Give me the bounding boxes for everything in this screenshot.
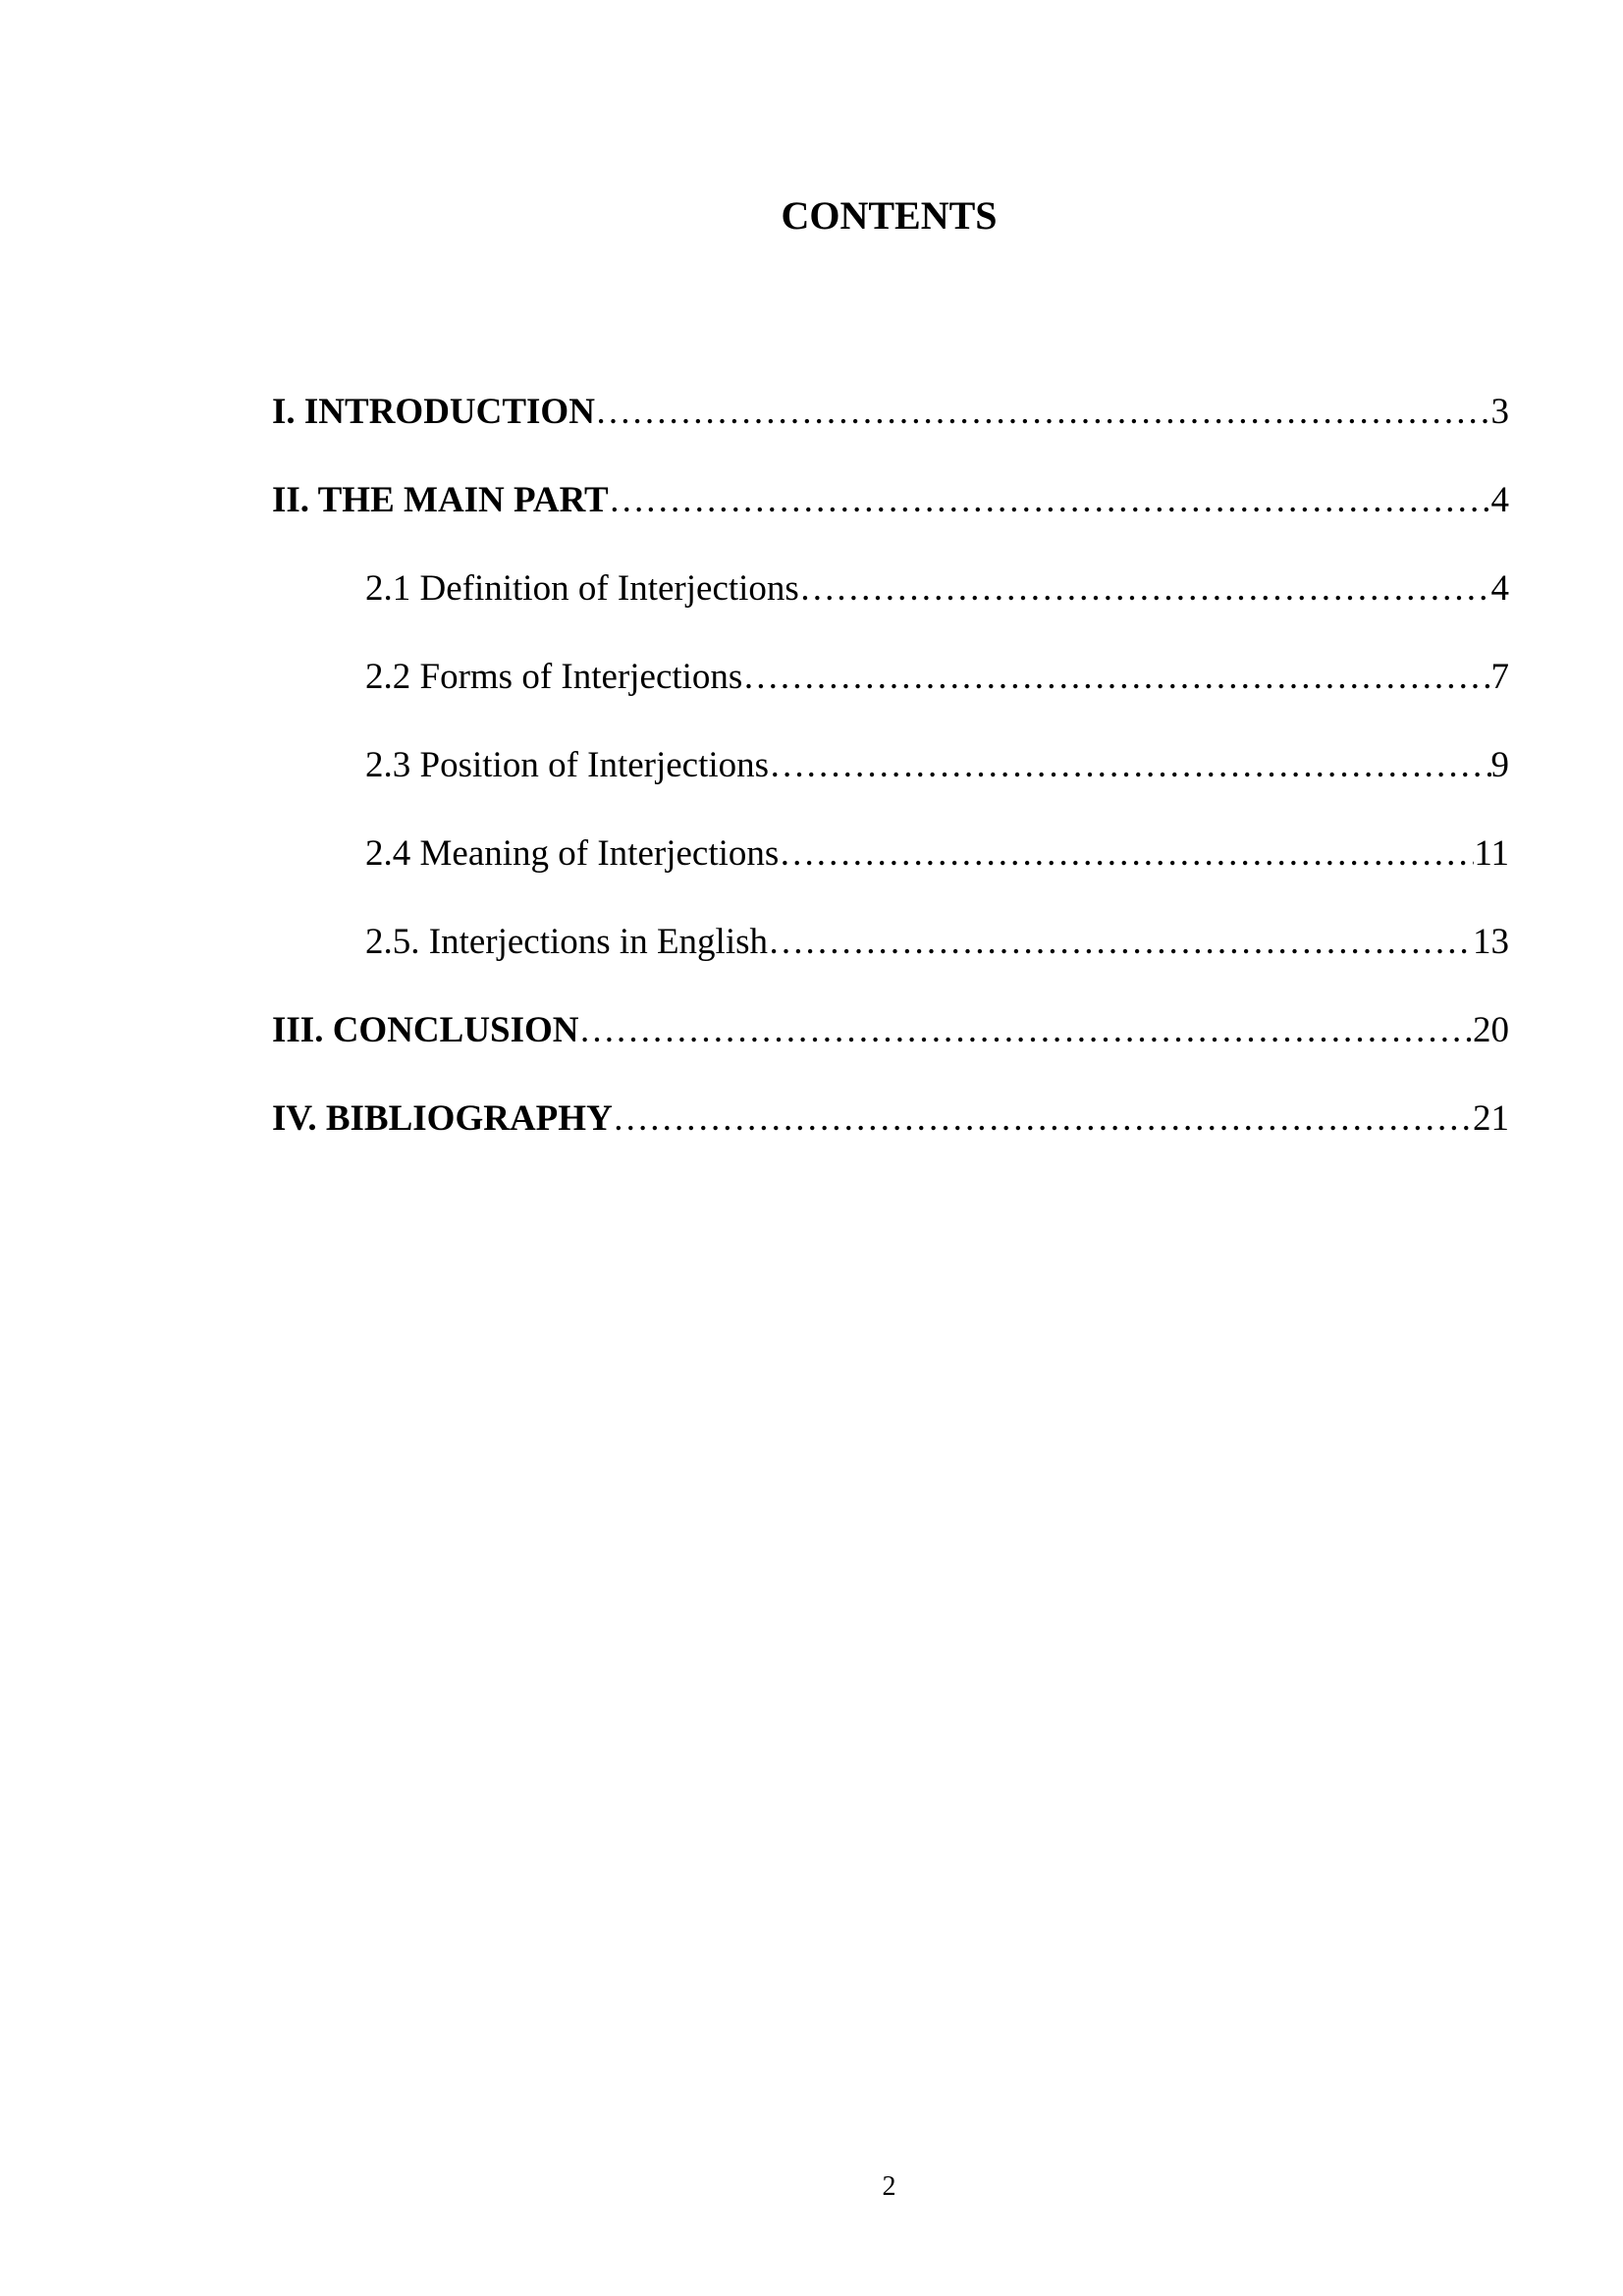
dot-leader (769, 742, 1490, 789)
toc-entry-label: 2.1 Definition of Interjections (365, 568, 799, 609)
toc-entry-bibliography[interactable] (272, 1095, 1509, 1184)
toc-entry-page: 11 (1474, 833, 1509, 874)
toc-entry-label: II. THE MAIN PART (272, 480, 609, 520)
toc-entry-label: III. CONCLUSION (272, 1010, 579, 1050)
toc-entry-label: I. INTRODUCTION (272, 392, 595, 432)
dot-leader (742, 654, 1490, 701)
toc-entry-page: 13 (1473, 922, 1509, 962)
dot-leader (595, 389, 1491, 436)
toc-entry-page: 20 (1473, 1010, 1509, 1050)
page-number: 2 (882, 2171, 896, 2202)
toc-entry-page: 21 (1473, 1098, 1509, 1139)
toc-entry-page: 9 (1490, 745, 1509, 785)
dot-leader (768, 919, 1473, 966)
toc-entry-english[interactable] (272, 919, 1509, 1007)
toc-entry-main-part[interactable] (272, 477, 1509, 565)
toc-entry-label: IV. BIBLIOGRAPHY (272, 1098, 613, 1139)
dot-leader (613, 1095, 1473, 1143)
toc-entry-label: 2.2 Forms of Interjections (365, 657, 743, 697)
page-title: CONTENTS (781, 193, 998, 238)
table-of-contents (272, 389, 1509, 1184)
dot-leader (579, 1007, 1473, 1054)
toc-entry-position[interactable] (272, 742, 1509, 830)
toc-entry-page: 7 (1490, 657, 1509, 697)
dot-leader (799, 565, 1491, 613)
toc-entry-introduction[interactable] (272, 389, 1509, 477)
toc-entry-page: 4 (1490, 480, 1509, 520)
toc-entry-label: 2.5. Interjections in English (365, 922, 769, 962)
dot-leader (779, 830, 1474, 878)
toc-entry-page: 4 (1490, 568, 1509, 609)
toc-entry-forms[interactable] (272, 654, 1509, 742)
toc-entry-label: 2.4 Meaning of Interjections (365, 833, 780, 874)
toc-entry-conclusion[interactable] (272, 1007, 1509, 1095)
toc-entry-label: 2.3 Position of Interjections (365, 745, 770, 785)
dot-leader (609, 477, 1491, 524)
toc-entry-meaning[interactable] (272, 830, 1509, 919)
toc-entry-page: 3 (1490, 392, 1509, 432)
toc-entry-definition[interactable] (272, 565, 1509, 654)
